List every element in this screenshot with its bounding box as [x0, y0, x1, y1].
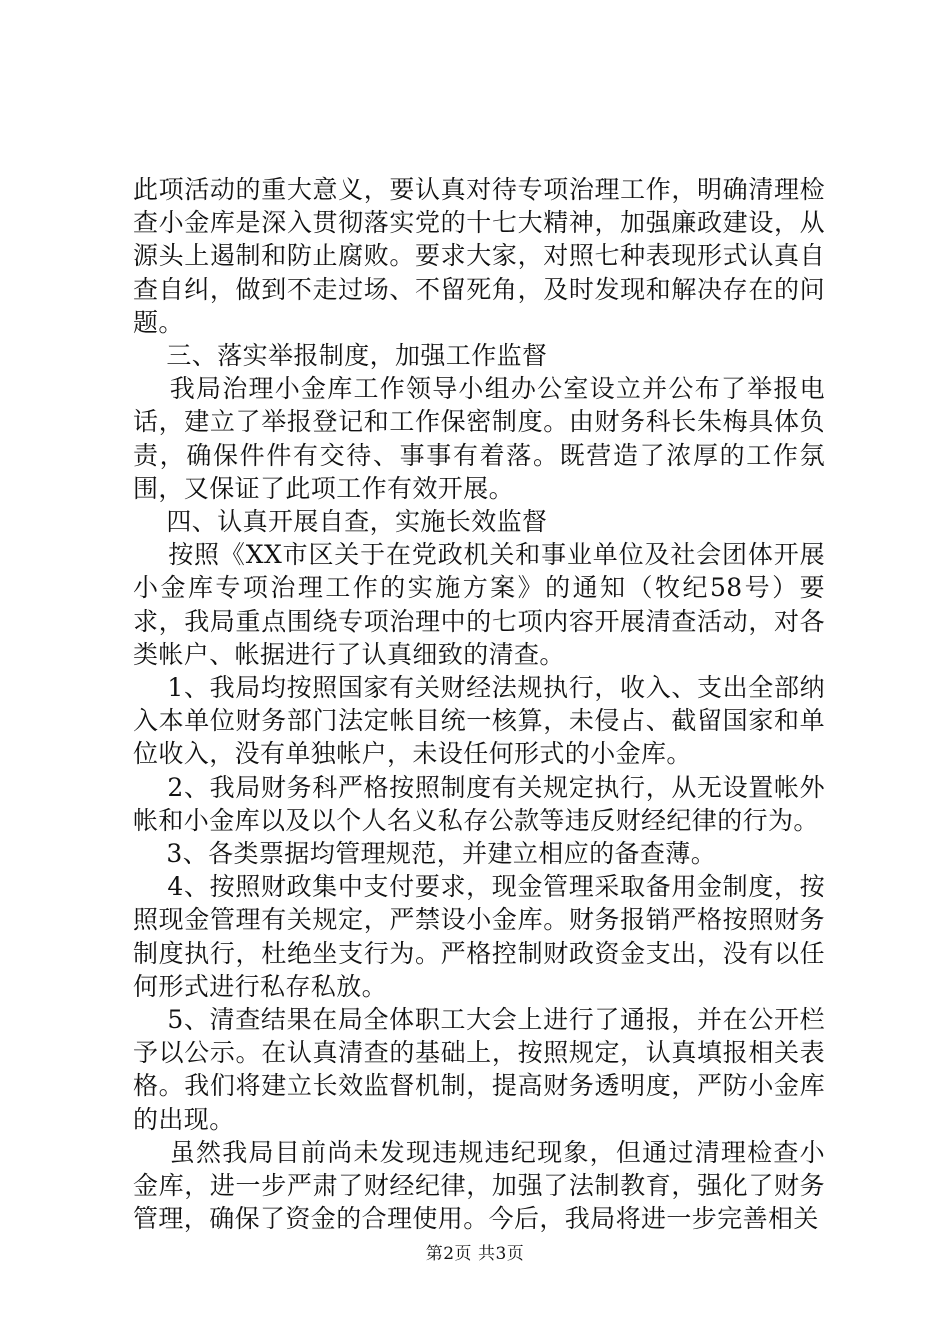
list-item: 3、各类票据均管理规范，并建立相应的备查薄。	[133, 839, 717, 869]
page-number-footer: 第2页 共3页	[425, 1244, 525, 1264]
list-item: 2、我局财务科严格按照制度有关规定执行，从无设置帐外帐和小金库以及以个人名义私存公款等违反财经纪律的行为。	[133, 772, 826, 835]
list-item: 4、按照财政集中支付要求，现金管理采取备用金制度，按照现金管理有关规定，严禁设小金库。财务报销严格按照财务制度执行，杜绝坐支行为。严格控制财政资金支出，没有以任何形式进行私存私放。	[133, 872, 826, 1001]
body-paragraph: 按照《XX市区关于在党政机关和事业单位及社会团体开展小金库专项治理工作的实施方案》的通知（牧纪58号）要求，我局重点围绕专项治理中的七项内容开展清查活动，对各类帐户、帐据进行了认真细致的清查。	[133, 540, 826, 669]
list-item: 5、清查结果在局全体职工大会上进行了通报，并在公开栏予以公示。在认真清查的基础上，按照规定，认真填报相关表格。我们将建立长效监督机制，提高财务透明度，严防小金库的出现。	[133, 1005, 826, 1134]
document-body	[133, 173, 825, 1236]
body-paragraph: 虽然我局目前尚未发现违规违纪现象，但通过清理检查小金库，进一步严肃了财经纪律，加强了法制教育，强化了财务管理，确保了资金的合理使用。今后，我局将进一步完善相关	[133, 1137, 825, 1234]
body-paragraph: 此项活动的重大意义，要认真对待专项治理工作，明确清理检查小金库是深入贯彻落实党的十七大精神，加强廉政建设，从源头上遏制和防止腐败。要求大家，对照七种表现形式认真自查自纠，做到不走过场、不留死角，及时发现和解决存在的问题。	[133, 175, 825, 337]
section-heading: 三、落实举报制度，加强工作监督	[133, 341, 548, 371]
section-heading: 四、认真开展自查，实施长效监督	[133, 507, 548, 537]
body-paragraph: 我局治理小金库工作领导小组办公室设立并公布了举报电话，建立了举报登记和工作保密制度。由财务科长朱梅具体负责，确保件件有交待、事事有着落。既营造了浓厚的工作氛围，又保证了此项工作有效开展。	[133, 374, 825, 503]
list-item: 1、我局均按照国家有关财经法规执行，收入、支出全部纳入本单位财务部门法定帐目统一核算，未侵占、截留国家和单位收入，没有单独帐户，未设任何形式的小金库。	[133, 673, 826, 769]
